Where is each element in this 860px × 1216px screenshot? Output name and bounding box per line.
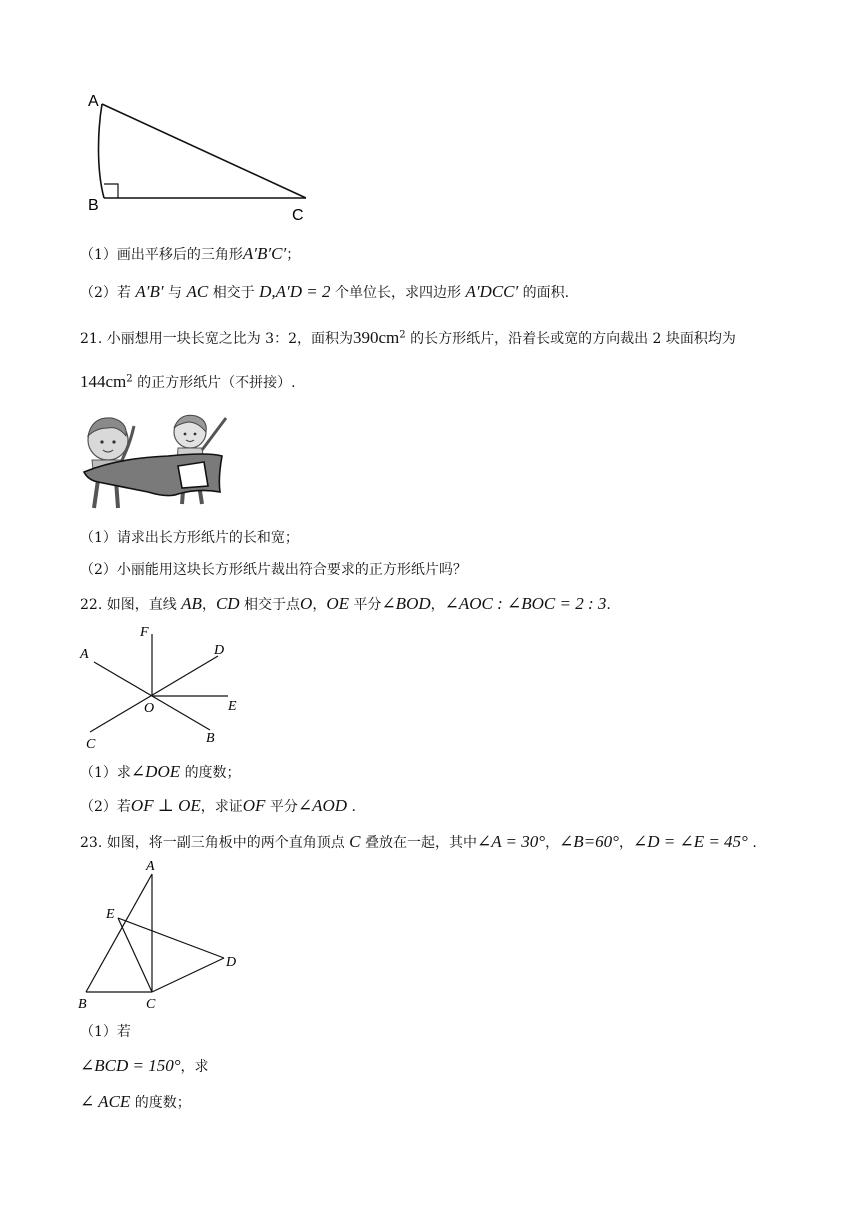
label-c: C (86, 737, 96, 750)
label-c: C (292, 207, 304, 224)
segment-ab (86, 874, 152, 992)
triangle-side-ab (99, 104, 105, 198)
triangle-side-ac (102, 104, 306, 198)
label-a: A (88, 93, 99, 110)
q21-line1: 21. 小丽想用一块长宽之比为 3：2，面积为$390cm^2$ 的长方形纸片，沿着长或宽的方向裁出 2 块面积均为 (80, 328, 736, 347)
label-b: B (88, 197, 99, 214)
triangle-abc-figure (80, 88, 320, 228)
q21-part1: （1）请求出长方形纸片的长和宽； (80, 530, 299, 546)
label-c: C (146, 997, 156, 1012)
q21-part2: （2）小丽能用这块长方形纸片裁出符合要求的正方形纸片吗？ (80, 562, 467, 578)
label-a: A (80, 647, 89, 662)
q20-part2: （2）若 A′B′ 与 AC 相交于 D,A′D = 2 个单位长，求四边形 A′DCC′ 的面积. (80, 282, 570, 301)
label-e: E (228, 699, 237, 714)
label-d: D (214, 643, 225, 658)
q23-line1: 23. 如图，将一副三角板中的两个直角顶点 C 叠放在一起，其中∠A = 30°，∠B=60°，∠D = ∠E = 45° . (80, 832, 757, 851)
intersecting-lines-figure (76, 620, 256, 750)
right-angle-mark (104, 184, 118, 198)
kids-paper-illustration (78, 408, 238, 518)
label-o: O (144, 701, 155, 716)
q23-part1-c: ∠ ACE 的度数； (80, 1092, 191, 1111)
q22-part2: （2）若OF ⊥ OE，求证OF 平分∠AOD . (80, 796, 356, 815)
q23-part1-b: ∠BCD = 150°，求 (80, 1056, 209, 1075)
label-f: F (140, 625, 149, 640)
q22-line1: 22. 如图，直线 AB，CD 相交于点O，OE 平分∠BOD，∠AOC : ∠BOC = 2 : 3. (80, 594, 611, 613)
q21-line2: $144cm^2$ 的正方形纸片（不拼接）. (80, 372, 296, 391)
line-cd (90, 656, 218, 732)
label-b: B (78, 997, 87, 1012)
label-d: D (226, 955, 237, 970)
q22-part1: （1）求∠DOE 的度数； (80, 762, 241, 781)
set-squares-figure (72, 856, 252, 1012)
paper-square-cutout (178, 462, 208, 488)
q23-part1-a: （1）若 (80, 1024, 131, 1040)
q20-part1: （1）画出平移后的三角形A′B′C′； (80, 244, 301, 263)
label-b: B (206, 731, 215, 746)
segment-cd (152, 958, 224, 992)
label-e: E (106, 907, 115, 922)
label-a: A (146, 859, 155, 874)
